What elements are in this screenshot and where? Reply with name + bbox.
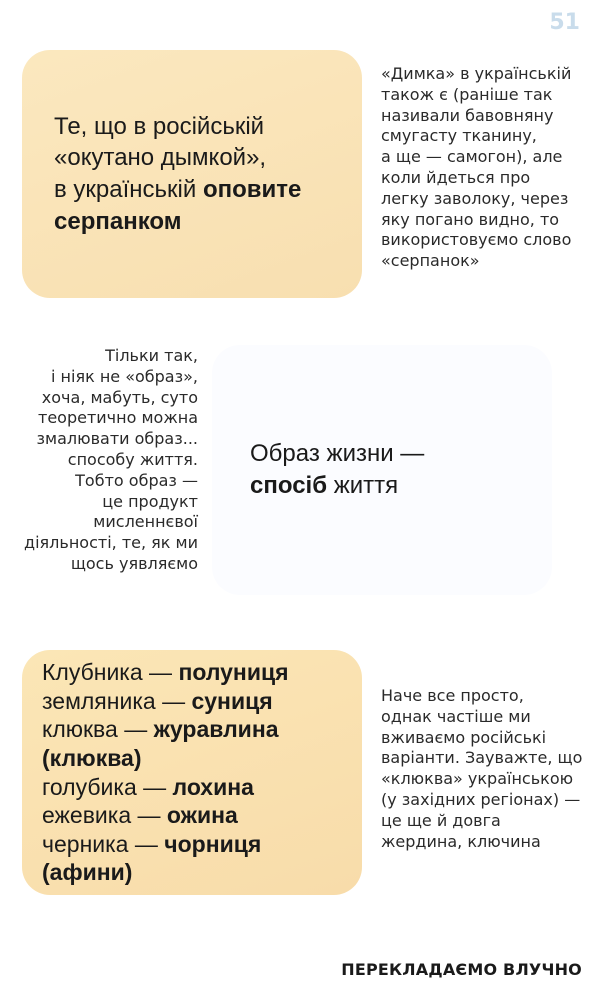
- card-line-bold: оповите: [202, 176, 302, 203]
- note-line: діяльності, те, як ми: [24, 533, 198, 553]
- note-line: також є (раніше так: [381, 84, 553, 104]
- berry-ru: клюква —: [42, 716, 154, 743]
- phrase-card-berries: [22, 650, 362, 895]
- card-line: «окутано дымкой»,: [54, 144, 267, 172]
- berry-row: [42, 744, 289, 773]
- note-line: щось уявляємо: [70, 553, 198, 573]
- note-line: коли йдеться про: [381, 167, 531, 187]
- berry-ru: черника —: [42, 830, 165, 857]
- note-line: змалювати образ...: [36, 429, 198, 449]
- berry-ua: суниця: [191, 687, 273, 714]
- card-line: [54, 174, 301, 206]
- berry-row: [42, 773, 289, 802]
- note-klyukva: [381, 686, 591, 852]
- note-obraz: [20, 346, 198, 575]
- card-text: [54, 111, 301, 238]
- note-line: мисленнєвої: [93, 512, 198, 532]
- berry-ua: журавлина: [153, 716, 279, 743]
- berry-row: [42, 801, 289, 830]
- note-line: легку заволоку, через: [381, 188, 569, 208]
- note-line: яку погано видно, то: [381, 209, 560, 229]
- berry-ua: (клюква): [42, 744, 142, 771]
- berry-row: [42, 687, 289, 716]
- berry-ua: полуниця: [178, 659, 289, 685]
- berry-ua: лохина: [172, 773, 254, 800]
- card-line: [54, 206, 301, 238]
- card-line: Образ жизни —: [250, 440, 425, 468]
- note-line: називали бавовняну: [381, 105, 554, 125]
- note-line: хоча, мабуть, суто: [41, 387, 198, 407]
- note-line: Тільки так,: [105, 346, 198, 365]
- note-line: смугасту тканину,: [381, 126, 537, 146]
- note-line: способу життя.: [67, 449, 198, 469]
- note-line: теоретично можна: [38, 408, 198, 428]
- note-line: варіанти. Зауважте, що: [381, 748, 583, 768]
- phrase-card-serpanok: [22, 50, 362, 298]
- note-line: Тобто образ —: [75, 470, 198, 490]
- note-line: використовуємо слово: [381, 230, 572, 250]
- card-text: [42, 658, 289, 887]
- note-line: це продукт: [102, 491, 198, 511]
- page-number: 51: [549, 10, 580, 35]
- berry-ru: земляника —: [42, 687, 192, 714]
- card-line: Те, що в російській: [54, 112, 265, 140]
- berry-ru: ежевика —: [42, 802, 167, 829]
- card-line-bold: спосіб: [250, 472, 328, 499]
- berry-row: [42, 858, 289, 887]
- berry-row: [42, 658, 289, 687]
- note-line: жердина, ключина: [381, 831, 541, 851]
- berry-ua: ожина: [166, 802, 238, 829]
- card-text: [250, 438, 424, 501]
- note-line: «серпанок»: [381, 251, 480, 271]
- berry-ua: чорниця: [164, 830, 262, 857]
- note-line: (у західних регіонах) —: [381, 789, 581, 809]
- card-line: [250, 470, 424, 502]
- card-line-plain: в українській: [54, 176, 203, 203]
- berry-ua: (афини): [42, 859, 133, 886]
- note-line: Наче все просто,: [381, 686, 524, 705]
- card-line-plain: життя: [327, 472, 399, 499]
- berry-row: [42, 830, 289, 859]
- berry-ru: голубика —: [42, 773, 173, 800]
- note-line: а ще — самогон), але: [381, 147, 563, 167]
- berry-ru: Клубника —: [42, 659, 179, 685]
- phrase-card-sposib: [212, 345, 552, 595]
- note-line: вживаємо російські: [381, 727, 547, 747]
- note-line: «клюква» українською: [381, 769, 574, 789]
- note-line: «Димка» в українській: [381, 64, 572, 83]
- card-line-bold: серпанком: [54, 207, 182, 235]
- note-line: однак частіше ми: [381, 706, 531, 726]
- berry-row: [42, 715, 289, 744]
- note-line: і ніяк не «образ»,: [51, 366, 198, 386]
- note-line: це ще й довга: [381, 810, 501, 830]
- note-dymka: [381, 64, 591, 272]
- book-title-footer: ПЕРЕКЛАДАЄМО ВЛУЧНО: [341, 960, 582, 979]
